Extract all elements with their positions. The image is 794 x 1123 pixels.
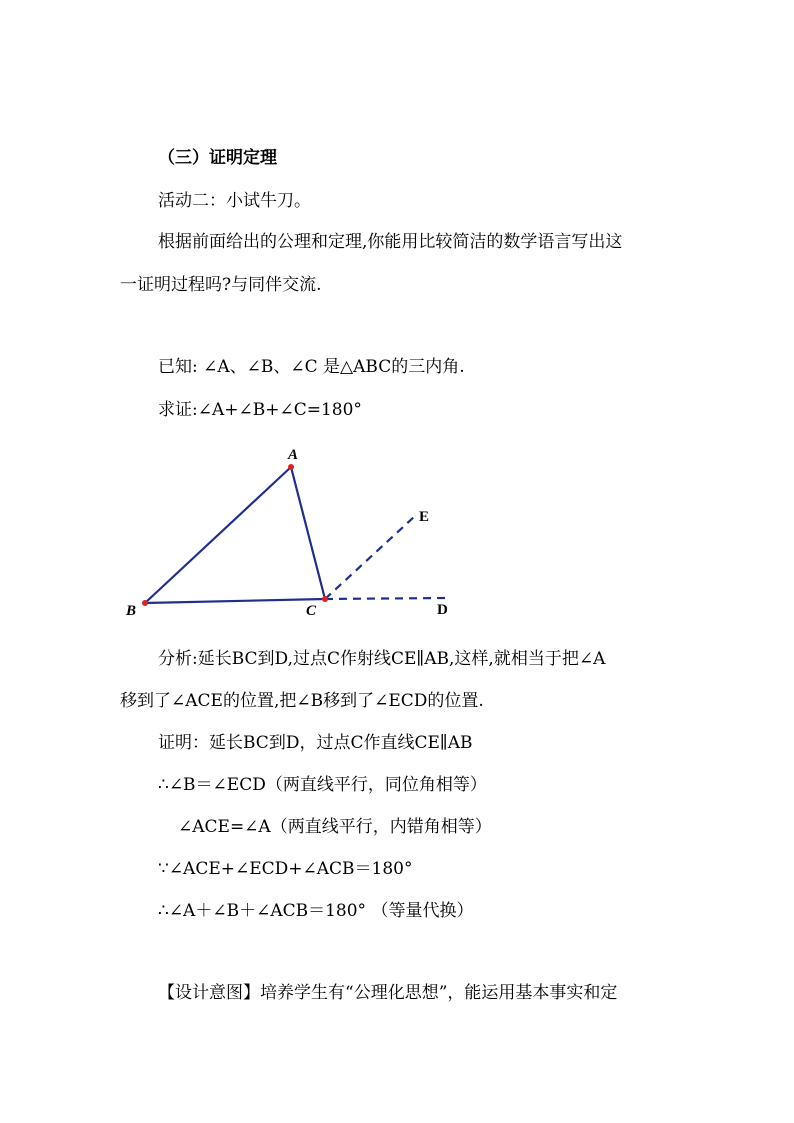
analysis-line-1: 分析:延长BC到D,过点C作射线CE∥AB,这样,就相当于把∠A xyxy=(158,649,606,669)
side-bc xyxy=(145,599,325,603)
label-e: E xyxy=(419,509,430,525)
side-ab xyxy=(145,467,291,603)
label-c: C xyxy=(306,603,317,619)
proof-line-3: ∠ACE=∠A（两直线平行，内错角相等） xyxy=(178,817,492,837)
proof-line-1: 证明：延长BC到D，过点C作直线CE∥AB xyxy=(158,733,473,753)
prove-statement: 求证:∠A+∠B+∠C=180° xyxy=(158,400,362,420)
point-c xyxy=(322,596,328,602)
point-a xyxy=(288,464,294,470)
design-intent: 【设计意图】培养学生有“公理化思想”，能运用基本事实和定 xyxy=(158,983,618,1003)
intro-line-2: 一证明过程吗?与同伴交流. xyxy=(120,275,322,295)
section-title: （三）证明定理 xyxy=(158,148,277,168)
point-b xyxy=(142,600,148,606)
proof-line-2: ∴∠B＝∠ECD（两直线平行，同位角相等） xyxy=(158,775,487,795)
label-d: D xyxy=(437,602,448,618)
side-ac xyxy=(291,467,325,599)
proof-line-5: ∴∠A＋∠B＋∠ACB＝180° （等量代换） xyxy=(158,901,474,921)
label-b: B xyxy=(126,603,137,619)
given-statement: 已知: ∠A、∠B、∠C 是△ABC的三内角. xyxy=(158,357,465,377)
analysis-line-2: 移到了∠ACE的位置,把∠B移到了∠ECD的位置. xyxy=(120,691,484,711)
proof-line-4: ∵∠ACE+∠ECD+∠ACB＝180° xyxy=(158,859,413,879)
ray-ce xyxy=(325,516,415,599)
intro-line-1: 根据前面给出的公理和定理,你能用比较简洁的数学语言写出这 xyxy=(158,232,623,252)
label-a: A xyxy=(288,447,299,463)
activity-text: 活动二：小试牛刀。 xyxy=(158,191,311,211)
extension-cd xyxy=(325,598,446,599)
